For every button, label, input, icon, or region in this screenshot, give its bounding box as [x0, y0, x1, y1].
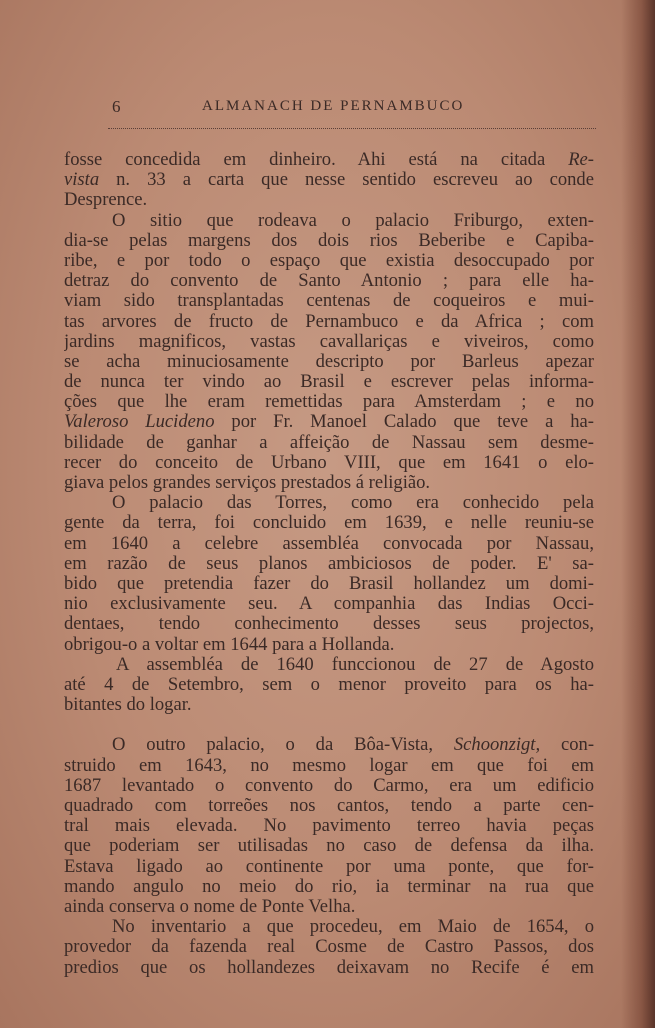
text-line-part: detraz do convento de Santo Antonio ; para elle ha-: [64, 271, 594, 292]
text-line: [64, 675, 594, 695]
text-line-part: O outro palacio, o da Bôa-Vista,: [112, 735, 454, 756]
text-line-part: fosse concedida em dinheiro. Ahi está na citada: [64, 150, 569, 170]
text-line-part: até 4 de Setembro, sem o menor proveito para os ha-: [64, 674, 594, 695]
text-line: [64, 251, 594, 271]
text-line: [64, 190, 594, 210]
page-number: 6: [112, 97, 122, 116]
text-line-part: que poderiam ser utilisadas no caso de defensa da ilha.: [64, 836, 594, 857]
text-line: [64, 695, 594, 715]
italic-text: Valeroso Lucideno: [64, 412, 215, 433]
text-line-part: em 1640 a celebre assembléa convocada por Nassau,: [64, 533, 594, 554]
text-line: [64, 635, 594, 655]
text-line: [64, 877, 594, 897]
text-line: [64, 614, 594, 634]
text-line-part: ções que lhe eram remettidas para Amsterdam ; e no: [64, 392, 594, 413]
text-line-part: ainda conserva o nome de Ponte Velha.: [64, 896, 356, 917]
text-line-part: tas arvores de fructo de Pernambuco e da Africa ; com: [64, 311, 594, 332]
text-line-part: A assembléa de 1640 funccionou de 27 de Agosto: [116, 654, 594, 675]
text-line-part: giava pelos grandes serviços prestados á religião.: [64, 473, 431, 493]
text-line-part: por Fr. Manoel Calado que teve a ha-: [214, 412, 594, 433]
text-line: [64, 513, 594, 533]
text-line-part: recer do conceito de Urbano VIII, que em 1641 o elo-: [64, 452, 594, 473]
running-title: ALMANACH DE PERNAMBUCO: [202, 98, 465, 114]
text-line-part: Desprence.: [64, 190, 148, 211]
text-line: [64, 473, 594, 493]
text-line-part: jardins magnificos, vastas cavallariças e viveiros, como: [64, 331, 594, 352]
text-line-part: viam sido transplantadas centenas de coqueiros e mui-: [64, 291, 594, 312]
page-edge-shadow: [621, 0, 655, 1028]
text-line: [64, 594, 594, 614]
text-line: [64, 816, 594, 836]
text-line-part: provedor da fazenda real Cosme de Castro Passos, dos: [64, 937, 594, 958]
text-line: [64, 493, 594, 513]
text-line: [64, 271, 594, 291]
text-line-part: Estava ligado ao continente por uma ponte, que for-: [64, 856, 594, 877]
header-rule: [108, 128, 596, 129]
text-line: [64, 534, 594, 554]
text-line-part: se acha minuciosamente descripto por Barleus apezar: [64, 351, 594, 372]
italic-text: vista: [64, 170, 100, 191]
text-line-part: nio exclusivamente seu. A companhia das Indias Occi-: [64, 594, 594, 615]
text-line-part: gente da terra, foi concluido em 1639, e nelle reuniu-se: [64, 513, 594, 534]
text-line: [64, 917, 594, 937]
text-line-part: O palacio das Torres, como era conhecido pela: [112, 493, 594, 514]
text-line-part: obrigou-o a voltar em 1644 para a Hollanda.: [64, 634, 395, 655]
text-line-part: tral mais elevada. No pavimento terreo havia peças: [64, 816, 594, 837]
text-line: [64, 433, 594, 453]
text-line-part: bilidade de ganhar a affeição de Nassau sem desme-: [64, 432, 594, 453]
text-line-part: bido que pretendia fazer do Brasil hollandez um domi-: [64, 573, 594, 594]
text-line: [64, 291, 594, 311]
text-line: [64, 412, 594, 432]
text-line-part: con-: [540, 735, 594, 756]
text-line-part: ribe, e por todo o espaço que existia desoccupado por: [64, 250, 594, 271]
text-line: [64, 958, 594, 978]
text-line: [64, 352, 594, 372]
text-line: [64, 372, 594, 392]
text-line-part: n. 33 a carta que nesse sentido escreveu ao conde: [99, 170, 594, 191]
text-line: [64, 897, 594, 917]
text-line: [64, 453, 594, 473]
text-line-part: dentaes, tendo conhecimento desses seus projectos,: [64, 614, 594, 635]
text-line-part: struido em 1643, no mesmo logar em que foi em: [64, 755, 594, 776]
text-line: [64, 796, 594, 816]
text-line: [64, 392, 594, 412]
text-line-part: dia-se pelas margens dos dois rios Beberibe e Capiba-: [64, 230, 594, 251]
text-line-part: 1687 levantado o convento do Carmo, era um edificio: [64, 775, 594, 796]
text-line: [64, 756, 594, 776]
text-line: [64, 937, 594, 957]
running-header: [108, 97, 608, 123]
text-line-part: predios que os hollandezes deixavam no Recife é em: [64, 957, 594, 978]
text-line: [64, 554, 594, 574]
text-line-part: em razão de seus planos ambiciosos de poder. E' sa-: [64, 553, 594, 574]
text-line-part: mando angulo no meio do rio, ia terminar na rua que: [64, 876, 594, 897]
text-line-part: O sitio que rodeava o palacio Friburgo, exten-: [112, 210, 594, 231]
text-line-part: bitantes do logar.: [64, 695, 192, 716]
italic-text: Schoonzigt,: [453, 735, 541, 756]
body-text: [64, 150, 594, 978]
text-line-part: quadrado com torreões nos cantos, tendo a parte cen-: [64, 796, 594, 816]
text-line: [64, 836, 594, 856]
text-line: [64, 231, 594, 251]
text-line: [64, 735, 594, 755]
text-line: [64, 211, 594, 231]
text-line: [64, 574, 594, 594]
text-line-part: No inventario a que procedeu, em Maio de 1654, o: [112, 917, 594, 938]
text-line: [64, 170, 594, 190]
text-line: [64, 312, 594, 332]
text-line: [64, 776, 594, 796]
text-line: [64, 150, 594, 170]
text-line-part: de nunca ter vindo ao Brasil e escrever pelas informa-: [64, 372, 594, 393]
text-line: [64, 857, 594, 877]
italic-text: Re-: [568, 150, 594, 170]
paragraph-gap: [64, 715, 594, 735]
text-line: [64, 655, 594, 675]
text-line: [64, 332, 594, 352]
